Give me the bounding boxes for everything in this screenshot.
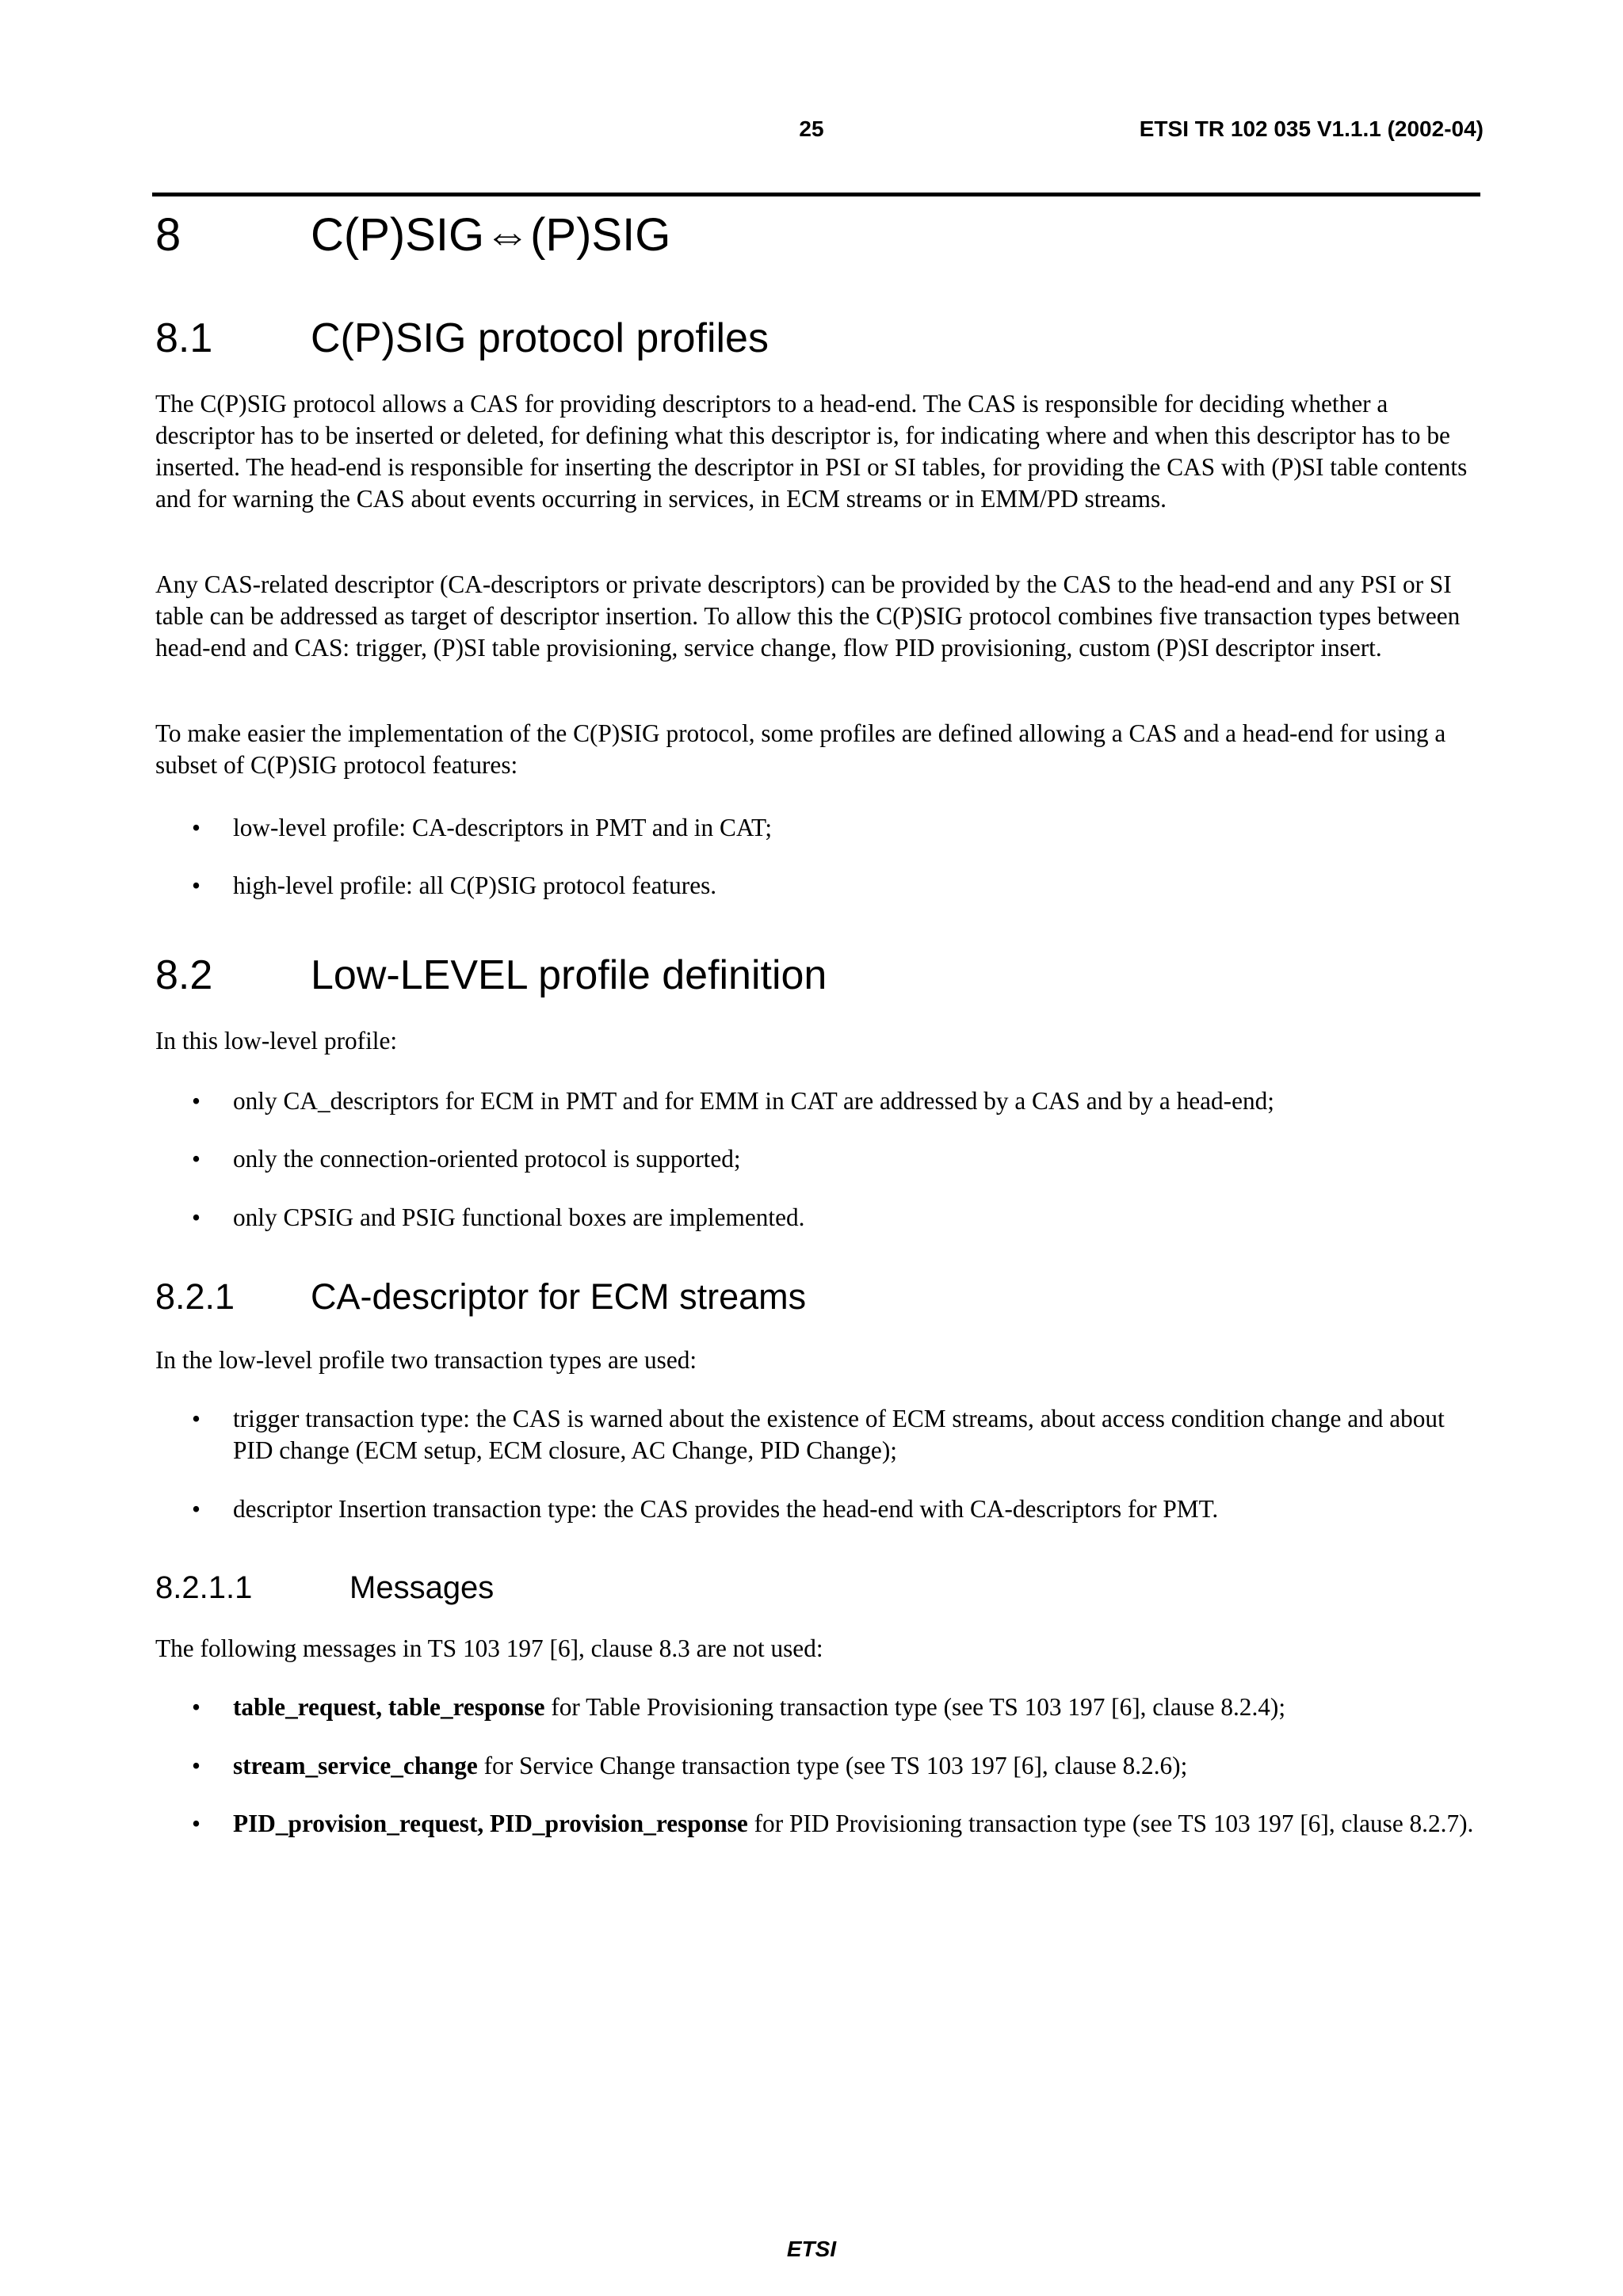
- bullet: •: [192, 1495, 200, 1523]
- section-number: 8.2.1: [155, 1276, 235, 1317]
- section-title: Low-LEVEL profile definition: [311, 952, 827, 998]
- list-item: • only CA_descriptors for ECM in PMT and for EMM in CAT are addressed by a CAS and by a head-end;: [155, 1085, 1480, 1117]
- list-item: • trigger transaction type: the CAS is warned about the existence of ECM streams, about access condition change and about PID change (ECM setup, ECM closure, AC Change, PID Change);: [192, 1405, 1445, 1464]
- heading-section-8-2-1: [155, 1276, 806, 1318]
- list-item: • stream_service_change for Service Change transaction type (see TS 103 197 [6], clause 8.2.6);: [155, 1750, 1480, 1782]
- list-item: • only the connection-oriented protocol is supported;: [155, 1143, 1480, 1175]
- heading-section-8-2-1-1: [155, 1569, 494, 1607]
- section-title: CA-descriptor for ECM streams: [311, 1276, 807, 1317]
- paragraph: The following messages in TS 103 197 [6], clause 8.3 are not used:: [155, 1634, 823, 1662]
- list-item: • low-level profile: CA-descriptors in PMT and in CAT;: [155, 812, 1480, 844]
- list-item: • only CPSIG and PSIG functional boxes are implemented.: [155, 1202, 1480, 1234]
- section-number: 8.2.1.1: [155, 1570, 253, 1605]
- header-rule: [152, 193, 1480, 196]
- paragraph: In the low-level profile two transaction types are used:: [155, 1346, 697, 1374]
- paragraph: Any CAS-related descriptor (CA-descriptors or private descriptors) can be provided by the CAS to the head-end and any PSI or SI table can be addressed as target of descriptor insertion. To allow this the C(P)SIG protocol combines five transaction types between head-end and CAS: trigger, (P)SI table provisioning, service change, flow PID provisioning, custom (P)SI descriptor insert.: [155, 570, 1461, 662]
- footer-etsi: ETSI: [786, 2237, 837, 2261]
- bullet: •: [192, 1145, 200, 1173]
- section-number: 8: [155, 209, 181, 261]
- paragraph: In this low-level profile:: [155, 1027, 398, 1055]
- bullet: •: [192, 1405, 200, 1432]
- list-item: • high-level profile: all C(P)SIG protocol features.: [155, 870, 1480, 902]
- section-number: 8.1: [155, 315, 213, 361]
- heading-section-8-2: [155, 951, 827, 1000]
- message-name: PID_provision_request, PID_provision_response: [233, 1810, 748, 1837]
- section-number: 8.2: [155, 952, 213, 998]
- paragraph: To make easier the implementation of the C(P)SIG protocol, some profiles are defined allowing a CAS and a head-end for using a subset of C(P)SIG protocol features:: [155, 719, 1446, 779]
- list-item: • PID_provision_request, PID_provision_response for PID Provisioning transaction type (see TS 103 197 [6], clause 8.2.7).: [155, 1808, 1480, 1840]
- document-id: ETSI TR 102 035 V1.1.1 (2002-04): [1139, 116, 1484, 141]
- heading-section-8: [155, 208, 670, 263]
- paragraph: The C(P)SIG protocol allows a CAS for providing descriptors to a head-end. The CAS is responsible for deciding whether a descriptor has to be inserted or deleted, for defining what this descriptor is, for indicating where and when this descriptor has to be inserted. The head-end is responsible for inserting the descriptor in PSI or SI tables, for providing the CAS with (P)SI table contents and for warning the CAS about events occurring in services, in ECM streams or in EMM/PD streams.: [155, 390, 1468, 513]
- bullet: •: [192, 1810, 200, 1837]
- list-item: • descriptor Insertion transaction type: the CAS provides the head-end with CA-descriptors for PMT.: [155, 1493, 1480, 1525]
- bullet: •: [192, 1752, 200, 1779]
- bullet: •: [192, 814, 200, 841]
- message-name: table_request, table_response: [233, 1693, 545, 1721]
- heading-section-8-1: [155, 314, 769, 363]
- bullet: •: [192, 1203, 200, 1231]
- bullet: •: [192, 871, 200, 899]
- section-title: C(P)SIG protocol profiles: [311, 315, 769, 361]
- bullet: •: [192, 1693, 200, 1721]
- list-item: • table_request, table_response for Table Provisioning transaction type (see TS 103 197 [6], clause 8.2.4);: [155, 1691, 1480, 1723]
- section-title: C(P)SIG⇔(P)SIG: [311, 209, 671, 261]
- bullet: •: [192, 1087, 200, 1115]
- section-title: Messages: [349, 1570, 495, 1605]
- message-name: stream_service_change: [233, 1752, 478, 1779]
- page-number: 25: [799, 116, 824, 141]
